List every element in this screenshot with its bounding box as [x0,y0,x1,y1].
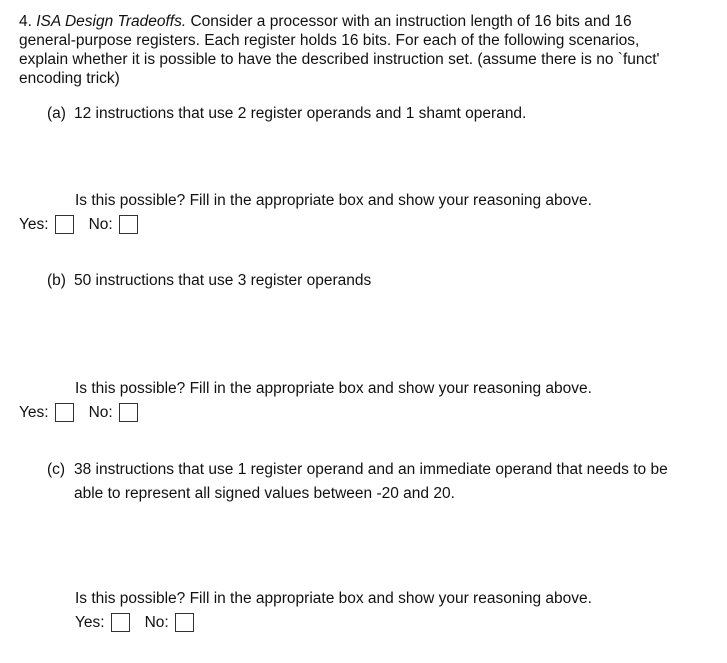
part-c-no-label: No: [144,613,169,631]
part-c-yes-label: Yes: [75,613,105,631]
part-c-label: (c) [47,461,66,478]
part-b-label: (b) [47,272,66,289]
part-c-yes-checkbox[interactable] [111,613,130,632]
part-c-answer-row [75,613,209,632]
part-a-answer-row [19,215,153,234]
part-b-answer-row [19,403,153,422]
part-b-yes-checkbox[interactable] [55,403,74,422]
part-a-no-checkbox[interactable] [119,215,138,234]
part-a-line-1: 12 instructions that use 2 register operands and 1 shamt operand. [74,105,527,122]
part-b-no-checkbox[interactable] [119,403,138,422]
part-a-label: (a) [47,105,66,122]
part-b-prompt: Is this possible? Fill in the appropriate box and show your reasoning above. [75,380,592,397]
part-b-yes-label: Yes: [19,403,49,421]
part-a-yes-checkbox[interactable] [55,215,74,234]
intro-line-3: explain whether it is possible to have the described instruction set. (assume there is no `funct' [19,51,660,68]
part-b-line-1: 50 instructions that use 3 register operands [74,272,372,289]
part-c-line-2: able to represent all signed values between -20 and 20. [74,485,455,502]
question-intro [19,12,660,88]
intro-line-2: general-purpose registers. Each register holds 16 bits. For each of the following scenarios, [19,32,640,49]
intro-line-4: encoding trick) [19,70,120,87]
part-c-no-checkbox[interactable] [175,613,194,632]
intro-text-1: Consider a processor with an instruction length of 16 bits and 16 [190,13,632,30]
part-c-line-1: 38 instructions that use 1 register operand and an immediate operand that needs to be [74,461,668,478]
part-a-text [47,104,526,123]
part-c-prompt: Is this possible? Fill in the appropriate box and show your reasoning above. [75,590,592,607]
part-a-no-label: No: [88,215,113,233]
part-b-no-label: No: [88,403,113,421]
part-a-prompt: Is this possible? Fill in the appropriate box and show your reasoning above. [75,192,592,209]
question-title: ISA Design Tradeoffs. [36,13,187,30]
part-a-yes-label: Yes: [19,215,49,233]
part-c-text [47,458,668,506]
question-number: 4. [19,13,32,30]
intro-line-1 [19,12,660,31]
part-b-text [47,271,371,290]
